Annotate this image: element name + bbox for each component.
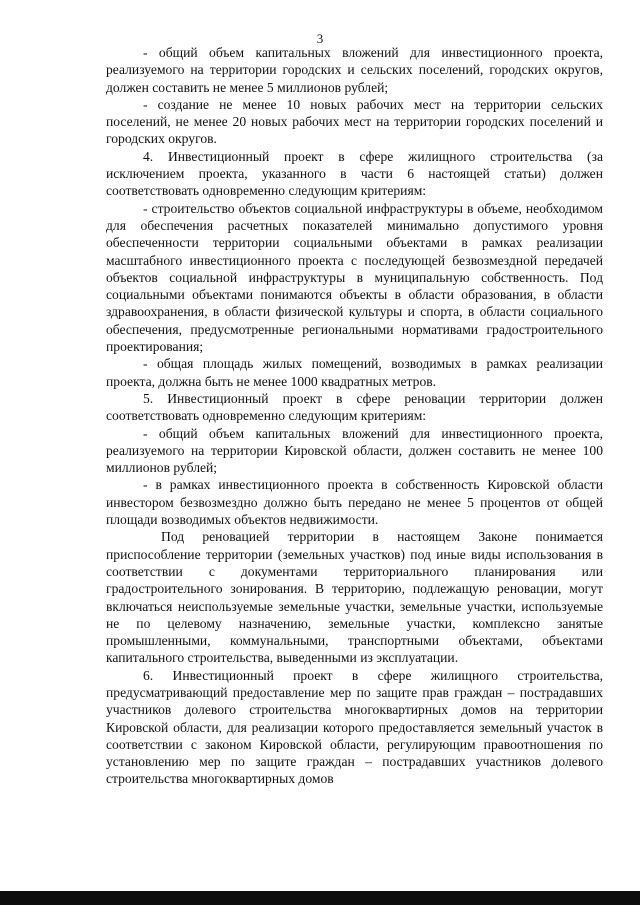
scan-bottom-edge	[0, 891, 640, 905]
paragraph-item-4-housing: 4. Инвестиционный проект в сфере жилищного строительства (за исключением проекта, указанного в части 6 настоящей статьи) должен соответствовать одновременно следующим критериям:	[106, 148, 603, 199]
paragraph-residential-area: - общая площадь жилых помещений, возводимых в рамках реализации проекта, должна быть не менее 1000 квадратных метров.	[106, 356, 603, 389]
page-number: 3	[316, 31, 324, 46]
document-body	[106, 44, 603, 788]
paragraph-social-infrastructure: - строительство объектов социальной инфраструктуры в объеме, необходимом для обеспечения расчетных показателей минимально допустимого уровня обеспеченности территории социальными объектами в рамках реализации масштабного инвестиционного проекта с последующей безвозмездной передачей объектов социальной инфраструктуры в муниципальную собственность. Под социальными объектами понимаются объекты в области образования, в области здравоохранения, в области физической культуры и спорта, в области социального обеспечения, предусмотренные региональными нормативами градостроительного проектирования;	[106, 200, 603, 355]
paragraph-property-transfer: - в рамках инвестиционного проекта в собственность Кировской области инвестором безвозмездно должно быть передано не менее 5 процентов от общей площади возводимых объектов недвижимости.	[106, 477, 603, 528]
paragraph-new-jobs: - создание не менее 10 новых рабочих мест на территории сельских поселений, не менее 20 новых рабочих мест на территории городских поселений и городских округов.	[106, 96, 603, 147]
paragraph-renovation-definition: Под реновацией территории в настоящем Законе понимается приспособление территории (земельных участков) под иные виды использования в соответствии с документами территориального планирования или градостроительного зонирования. В территорию, подлежащую реновации, могут включаться неиспользуемые земельные участки, земельные участки, используемые не по целевому назначению, земельные участки, комплексно занятые промышленными, коммунальными, транспортными объектами, объектами капитального строительства, выведенными из эксплуатации.	[106, 529, 603, 666]
paragraph-item-5-renovation: 5. Инвестиционный проект в сфере реновации территории должен соответствовать одновременно следующим критериям:	[106, 390, 603, 424]
paragraph-investment-volume-region: - общий объем капитальных вложений для инвестиционного проекта, реализуемого на территории Кировской области, должен составить не менее 100 миллионов рублей;	[106, 425, 603, 476]
paragraph-item-6-housing-protection: 6. Инвестиционный проект в сфере жилищного строительства, предусматривающий предоставление мер по защите прав граждан – пострадавших участников долевого строительства многоквартирных домов на территории Кировской области, для реализации которого предоставляется земельный участок в соответствии с законом Кировской области, регулирующим правоотношения по установлению мер по защите граждан – пострадавших участников долевого строительства многоквартирных домов	[106, 667, 603, 787]
paragraph-investment-volume-settlements: - общий объем капитальных вложений для инвестиционного проекта, реализуемого на территории городских и сельских поселений, городских округов, должен составить не менее 5 миллионов рублей;	[106, 45, 603, 95]
